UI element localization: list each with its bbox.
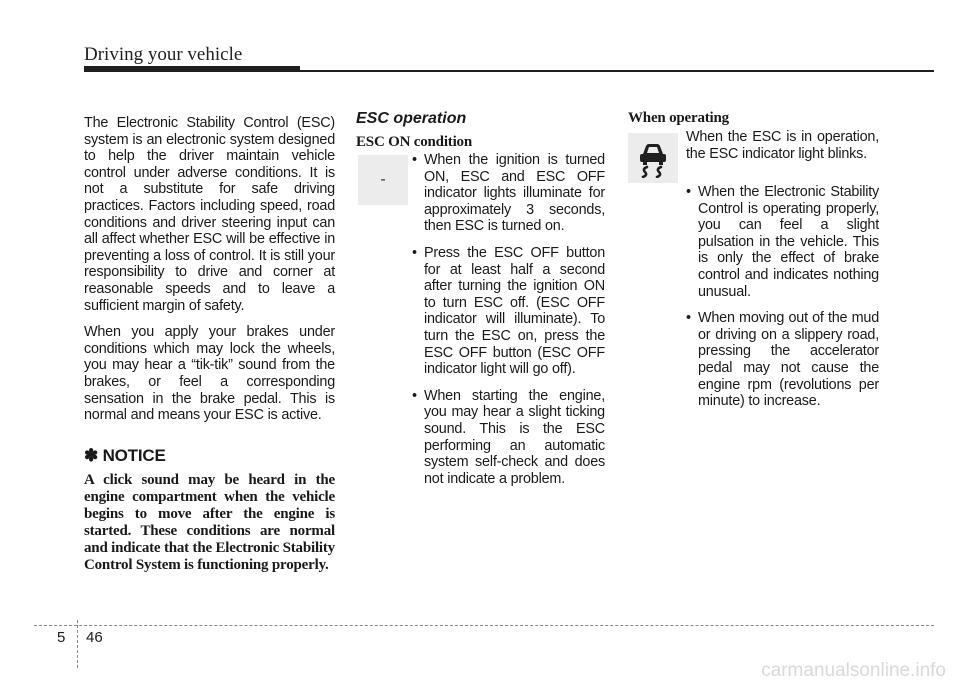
header-title: Driving your vehicle [84,44,243,65]
dash-text: - [380,171,386,188]
list-item: • When starting the engine, you may hear a slight ticking sound. This is the ESC performing an automatic system self-check and does not indicate a problem. [412,388,605,488]
footer-divider [77,620,78,668]
section-title: ESC operation [356,110,467,127]
when-operating-list-wrapper [686,184,879,420]
when-operating-list [686,184,879,410]
esc-on-list [412,152,605,487]
when-operating-intro: When the ESC is in operation, the ESC indicator light blinks. [686,129,879,162]
dash-placeholder-box [358,155,408,205]
left-column [84,115,335,574]
header-rule-thick [84,66,300,72]
list-item: • When the Electronic Stability Control is operating properly, you can feel a slight pulsation in the vehicle. This is only the effect of brake control and indicates nothing unusual. [686,184,879,300]
watermark: carmanualsonline.info [761,660,946,681]
notice-body: A click sound may be heard in the engine compartment when the vehicle begins to move after the engine is started. These conditions are normal and indicate that the Electronic Stability Control System is functioning properly. [84,471,335,573]
chapter-number: 5 [57,629,66,646]
esc-indicator-icon [633,138,673,178]
list-item: • Press the ESC OFF button for at least half a second after turning the ignition ON to turn ESC off. (ESC OFF indicator will illuminate). To turn the ESC on, press the ESC OFF button (ESC OFF indicator light will go off). [412,245,605,378]
list-item: • When moving out of the mud or driving on a slippery road, pressing the accelerator pedal may not cause the engine rpm (revolutions per minute) to increase. [686,310,879,410]
right-column [628,110,880,127]
list-item: • When the ignition is turned ON, ESC and ESC OFF indicator lights illuminate for approximately 3 seconds, then ESC is turned on. [412,152,605,235]
esc-on-subhead: ESC ON condition [356,134,472,150]
when-operating-subhead: When operating [628,110,729,126]
page-number: 46 [86,629,103,646]
middle-column [356,110,608,151]
esc-on-list-wrapper [412,152,605,497]
esc-intro-paragraph: The Electronic Stability Control (ESC) system is an electronic system designed to help the driver maintain vehicle control under adverse conditions. It is not a substitute for safe driving practices. Factors including speed, road conditions and driver steering input can all affect whether ESC will be effective in preventing a loss of control. It is still your responsibility to drive and corner at reasonable speeds and to leave a sufficient margin of safety. [84,115,335,314]
esc-indicator-box [628,133,678,183]
notice-heading: ✽ NOTICE [84,445,166,465]
footer-rule [34,625,934,626]
header-rule-thin [300,70,934,72]
brake-sound-paragraph: When you apply your brakes under conditions which may lock the wheels, you may hear a “tik-tik” sound from the brakes, or feel a corresponding sensation in the brake pedal. This is normal and means your ESC is active. [84,324,335,424]
